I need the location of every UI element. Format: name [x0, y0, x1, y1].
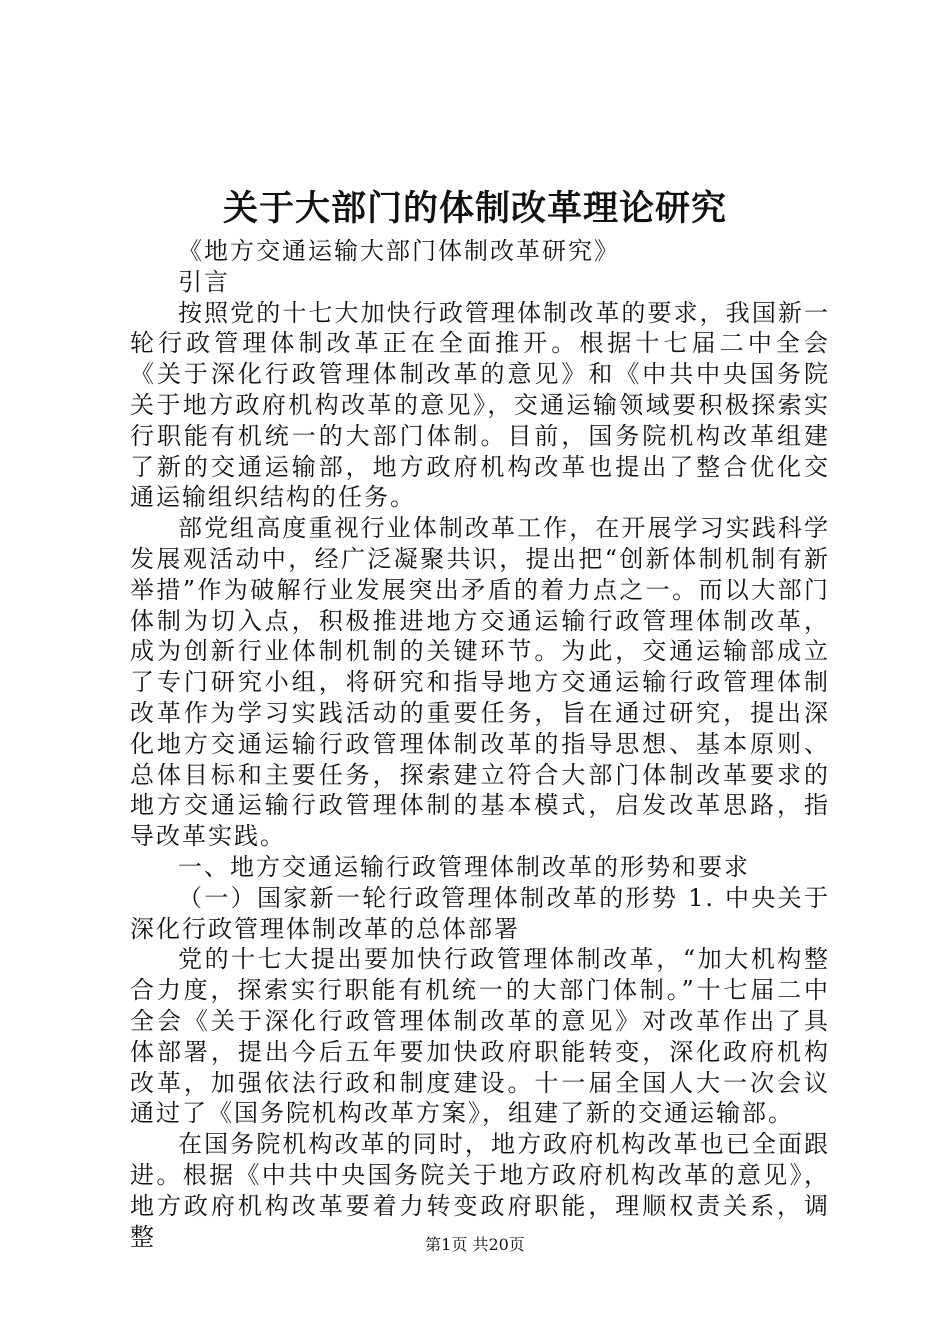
document-body — [130, 236, 830, 1252]
body-paragraph: 按照党的十七大加快行政管理体制改革的要求，我国新一轮行政管理体制改革正在全面推开。根据十七届二中全会《关于深化行政管理体制改革的意见》和《中共中央国务院关于地方政府机构改革的意见》，交通运输领域要积极探索实行职能有机统一的大部门体制。目前，国务院机构改革组建了新的交通运输部，地方政府机构改革也提出了整合优化交通运输组织结构的任务。 — [130, 298, 830, 512]
subsection-heading: （一）国家新一轮行政管理体制改革的形势 1. 中央关于深化行政管理体制改革的总体部署 — [130, 883, 830, 943]
body-paragraph: 党的十七大提出要加快行政管理体制改革，“加大机构整合力度，探索实行职能有机统一的大部门体制。”十七届二中全会《关于深化行政管理体制改革的意见》对改革作出了具体部署，提出今后五年要加快政府职能转变，深化政府机构改革，加强依法行政和制度建设。十一届全国人大一次会议通过了《国务院机构改革方案》，组建了新的交通运输部。 — [130, 945, 830, 1128]
page-number-footer: 第1页 共20页 — [425, 1235, 525, 1254]
intro-heading: 引言 — [178, 267, 230, 296]
document-title: 关于大部门的体制改革理论研究 — [222, 188, 727, 229]
body-paragraph: 在国务院机构改革的同时，地方政府机构改革也已全面跟进。根据《中共中央国务院关于地方政府机构改革的意见》，地方政府机构改革要着力转变政府职能，理顺权责关系，调整 — [130, 1130, 830, 1251]
section-heading: 一、地方交通运输行政管理体制改革的形势和要求 — [178, 852, 750, 881]
subtitle-paragraph: 《地方交通运输大部门体制改革研究》 — [178, 237, 620, 265]
body-paragraph: 部党组高度重视行业体制改革工作，在开展学习实践科学发展观活动中，经广泛凝聚共识，提出把“创新体制机制有新举措”作为破解行业发展突出矛盾的着力点之一。而以大部门体制为切入点，积极推进地方交通运输行政管理体制改革，成为创新行业体制机制的关键环节。为此，交通运输部成立了专门研究小组，将研究和指导地方交通运输行政管理体制改革作为学习实践活动的重要任务，旨在通过研究，提出深化地方交通运输行政管理体制改革的指导思想、基本原则、总体目标和主要任务，探索建立符合大部门体制改革要求的地方交通运输行政管理体制的基本模式，启发改革思路，指导改革实践。 — [130, 514, 830, 851]
